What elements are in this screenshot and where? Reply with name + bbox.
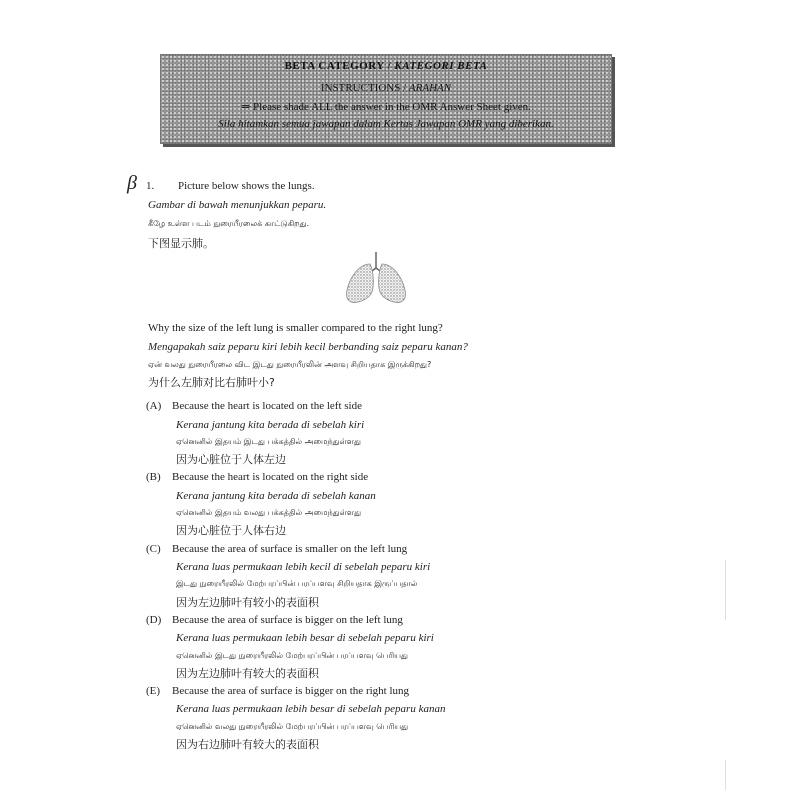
option-d-ta: ஏனெனில் இடது நுரையீரலில் மேற்பரப்பின் பரப்பளவு பெரியது — [176, 651, 408, 660]
option-a-ta: ஏனெனில் இதயம் இடது பக்கத்தில் அமைந்துள்ளது — [176, 437, 361, 446]
option-e-ms: Kerana luas permukaan lebih besar di sebelah peparu kanan — [176, 703, 446, 715]
option-c-zh: 因为左边肺叶有较小的表面积 — [176, 596, 319, 609]
option-b-ms: Kerana jantung kita berada di sebelah kanan — [176, 490, 376, 502]
option-d-letter[interactable]: (D) — [146, 614, 162, 626]
banner-title-en: BETA CATEGORY / — [284, 60, 395, 72]
stem-zh: 下图显示肺。 — [148, 237, 214, 250]
ask-en: Why the size of the left lung is smaller compared to the right lung? — [148, 322, 443, 334]
instruction-banner — [160, 54, 612, 144]
option-b-letter[interactable]: (B) — [146, 471, 161, 483]
option-e-letter[interactable]: (E) — [146, 685, 161, 697]
option-b-zh: 因为心脏位于人体右边 — [176, 524, 286, 537]
banner-title — [161, 60, 611, 72]
option-b-en: Because the heart is located on the right side — [172, 471, 369, 483]
stem-ms: Gambar di bawah menunjukkan peparu. — [148, 199, 327, 211]
banner-instructions — [161, 82, 611, 94]
option-c-ta: இடது நுரையீரலில் மேற்பரப்பின் பரப்பளவு சிறியதாக இருப்பதால் — [176, 579, 418, 588]
banner-instructions-en: INSTRUCTIONS / — [320, 82, 409, 94]
option-e-ta: ஏனெனில் வலது நுரையீரலில் மேற்பரப்பின் பரப்பளவு பெரியது — [176, 722, 409, 731]
ask-ms: Mengapakah saiz peparu kiri lebih kecil berbanding saiz peparu kanan? — [148, 341, 468, 353]
option-c-ms: Kerana luas permukaan lebih kecil di sebelah peparu kiri — [176, 561, 431, 573]
scan-edge-mark — [725, 560, 726, 620]
stem-en: Picture below shows the lungs. — [178, 180, 315, 192]
option-a-zh: 因为心脏位于人体左边 — [176, 453, 286, 466]
option-d-ms: Kerana luas permukaan lebih besar di sebelah peparu kiri — [176, 632, 434, 644]
option-c-en: Because the area of surface is smaller on the left lung — [172, 543, 408, 555]
option-a-en: Because the heart is located on the left side — [172, 400, 362, 412]
ask-ta: ஏன் வலது நுரையீரலை விட இடது நுரையீரலின் அளவு சிறியதாக இருக்கிறது? — [148, 360, 432, 369]
banner-instructions-ms: ARAHAN — [408, 82, 452, 94]
option-c-letter[interactable]: (C) — [146, 543, 161, 555]
option-d-zh: 因为左边肺叶有较大的表面积 — [176, 667, 319, 680]
question-number: 1. — [146, 180, 155, 192]
stem-ta: கீழே உள்ள படம் நுரையீரலைக் காட்டுகிறது. — [148, 219, 310, 228]
option-a-ms: Kerana jantung kita berada di sebelah kiri — [176, 419, 365, 431]
option-d-en: Because the area of surface is bigger on the left lung — [172, 614, 403, 626]
option-b-ta: ஏனெனில் இதயம் வலது பக்கத்தில் அமைந்துள்ளது — [176, 508, 362, 517]
option-e-zh: 因为右边肺叶有较大的表面积 — [176, 738, 319, 751]
option-e-en: Because the area of surface is bigger on the right lung — [172, 685, 410, 697]
banner-line-en: ⇒ Please shade ALL the answer in the OMR Answer Sheet given. — [241, 101, 531, 113]
option-a-letter[interactable]: (A) — [146, 400, 162, 412]
beta-symbol: β — [127, 172, 137, 194]
scan-edge-mark — [725, 760, 726, 790]
banner-title-ms: KATEGORI BETA — [394, 60, 488, 72]
banner-line-ms: Sila hitamkan semua jawapan dalam Kertas Jawapan OMR yang diberikan. — [218, 118, 554, 130]
lungs-illustration — [342, 250, 410, 306]
ask-zh: 为什么左肺对比右肺叶小? — [148, 376, 275, 389]
